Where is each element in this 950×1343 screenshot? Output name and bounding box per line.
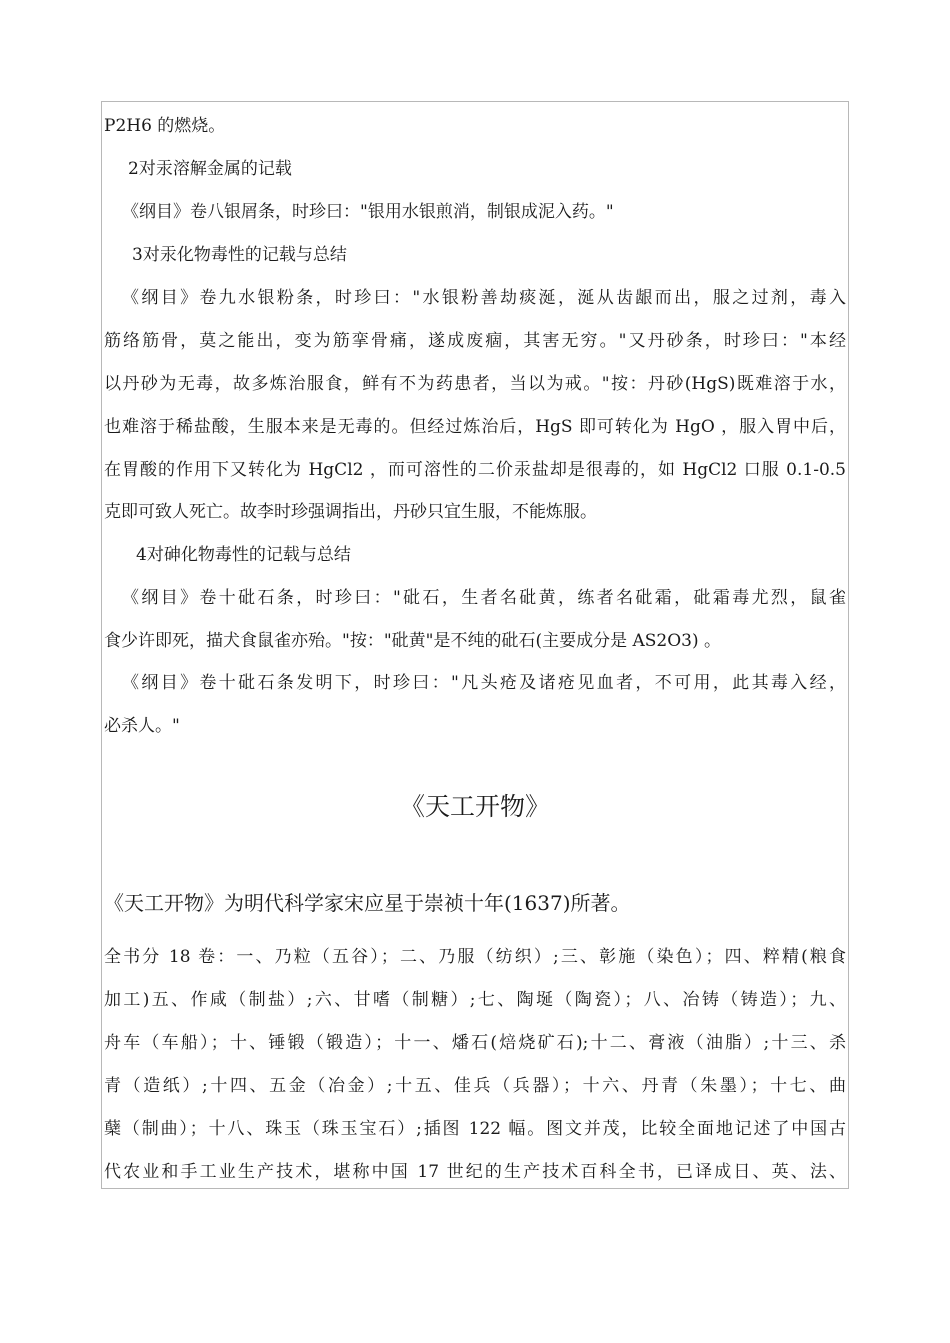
text-line: 《纲目》卷九水银粉条，时珍曰："水银粉善劫痰涎，涎从齿龈而出，服之过剂，毒入 [122, 288, 846, 308]
text-line: 食少许即死，描犬食鼠雀亦殆。"按："砒黄"是不纯的砒石(主要成分是 AS2O3) 。 [104, 631, 722, 651]
text-line: 加工)五、作咸（制盐）;六、甘嗜（制糖）;七、陶埏（陶瓷）；八、冶铸（铸造）；九、 [104, 990, 846, 1010]
text-line: 蘖（制曲）；十八、珠玉（珠玉宝石）;插图 122 幅。图文并茂，比较全面地记述了中国古 [104, 1119, 846, 1139]
text-line: 代农业和手工业生产技术，堪称中国 17 世纪的生产技术百科全书，已译成日、英、法、 [104, 1162, 846, 1182]
text-line: 克即可致人死亡。故李时珍强调指出，丹砂只宜生服，不能炼服。 [104, 502, 597, 522]
intro-paragraph: 《天工开物》为明代科学家宋应星于崇祯十年(1637)所著。 [104, 891, 631, 915]
text-line: 在胃酸的作用下又转化为 HgCl2 ，而可溶性的二价汞盐却是很毒的，如 HgCl2 口服 0.1-0.5 [104, 460, 846, 480]
text-line: 也难溶于稀盐酸，生服本来是无毒的。但经过炼治后，HgS 即可转化为 HgO ，服入胃中后， [104, 417, 846, 437]
text-line: 4对砷化物毒性的记载与总结 [136, 545, 351, 565]
text-line: 青（造纸）;十四、五金（冶金）;十五、佳兵（兵器）；十六、丹青（朱墨）；十七、曲 [104, 1076, 846, 1096]
text-line: 《纲目》卷八银屑条，时珍曰："银用水银煎消，制银成泥入药。" [122, 202, 614, 222]
text-line: 《纲目》卷十砒石条发明下，时珍曰："凡头疮及诸疮见血者，不可用，此其毒入经， [122, 673, 846, 693]
text-line: 以丹砂为无毒，故多炼治服食，鲜有不为药患者，当以为戒。"按：丹砂(HgS)既难溶于水， [104, 374, 846, 394]
text-line: 《纲目》卷十砒石条，时珍曰："砒石，生者名砒黄，练者名砒霜，砒霜毒尤烈，鼠雀 [122, 588, 846, 608]
text-line: 3对汞化物毒性的记载与总结 [132, 245, 347, 265]
text-line: 筋络筋骨，莫之能出，变为筋挛骨痛，遂成废痼，其害无穷。"又丹砂条，时珍曰："本经 [104, 331, 846, 351]
text-line: 必杀人。" [104, 716, 180, 736]
section-title: 《天工开物》 [399, 792, 550, 821]
text-line: P2H6 的燃烧。 [104, 116, 226, 136]
text-line: 舟车（车船）；十、锤锻（锻造）；十一、燔石(焙烧矿石);十二、膏液（油脂）;十三、杀 [104, 1033, 846, 1053]
text-line: 2对汞溶解金属的记载 [128, 159, 292, 179]
text-line: 全书分 18 卷：一、乃粒（五谷）；二、乃服（纺织）;三、彰施（染色）；四、粹精(粮食 [104, 947, 846, 967]
